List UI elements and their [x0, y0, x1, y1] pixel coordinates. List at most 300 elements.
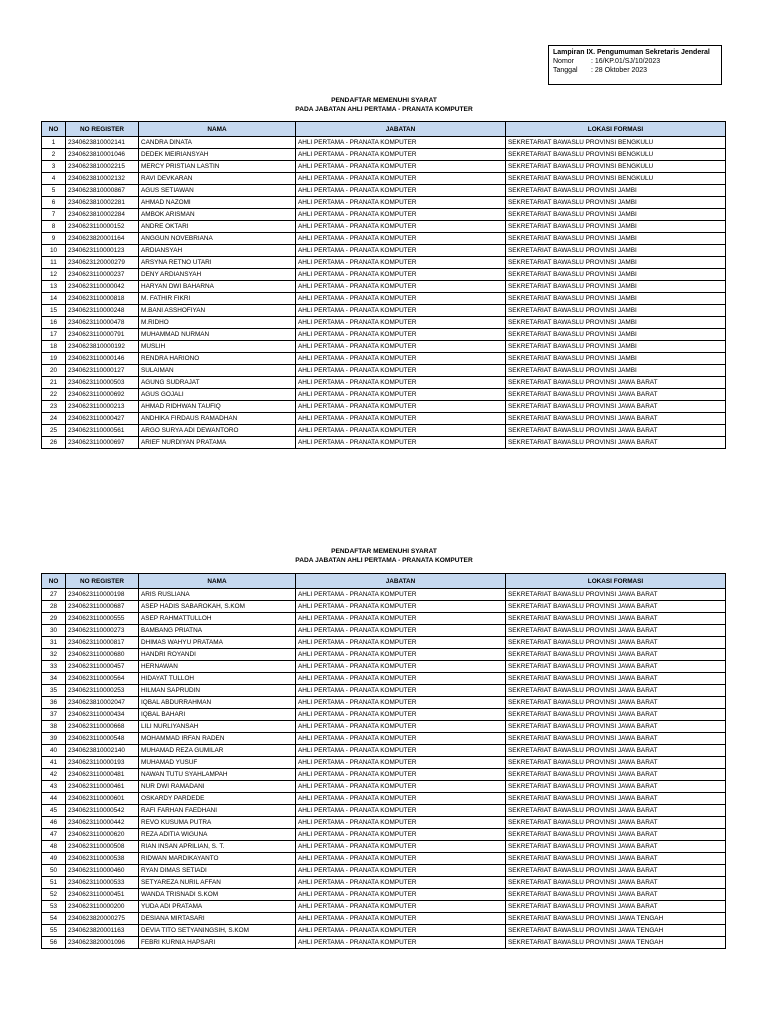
cell-no: 9	[42, 233, 66, 245]
cell-nama: NUR DWI RAMADANI	[139, 781, 296, 793]
cell-jabatan: AHLI PERTAMA - PRANATA KOMPUTER	[296, 781, 506, 793]
col-header-no: NO	[42, 122, 66, 137]
cell-no: 52	[42, 889, 66, 901]
cell-no: 44	[42, 793, 66, 805]
cell-lokasi-formasi: SEKRETARIAT BAWASLU PROVINSI JAWA BARAT	[506, 709, 726, 721]
cell-lokasi-formasi: SEKRETARIAT BAWASLU PROVINSI JAWA BARAT	[506, 793, 726, 805]
table-row	[42, 901, 726, 913]
cell-no-register: 2340623110000692	[66, 389, 139, 401]
cell-jabatan: AHLI PERTAMA - PRANATA KOMPUTER	[296, 685, 506, 697]
cell-no: 19	[42, 353, 66, 365]
cell-no-register: 2340623110000791	[66, 329, 139, 341]
cell-no: 31	[42, 637, 66, 649]
cell-jabatan: AHLI PERTAMA - PRANATA KOMPUTER	[296, 757, 506, 769]
nomor-label: Nomor	[553, 58, 575, 65]
table-row	[42, 281, 726, 293]
table-row	[42, 401, 726, 413]
cell-no: 10	[42, 245, 66, 257]
cell-no-register: 2340623110000248	[66, 305, 139, 317]
cell-jabatan: AHLI PERTAMA - PRANATA KOMPUTER	[296, 829, 506, 841]
cell-nama: ANDRE OKTARI	[139, 221, 296, 233]
table-row	[42, 829, 726, 841]
table-row	[42, 377, 726, 389]
cell-nama: MERCY PRISTIAN LASTIN	[139, 161, 296, 173]
cell-jabatan: AHLI PERTAMA - PRANATA KOMPUTER	[296, 437, 506, 449]
cell-jabatan: AHLI PERTAMA - PRANATA KOMPUTER	[296, 293, 506, 305]
cell-jabatan: AHLI PERTAMA - PRANATA KOMPUTER	[296, 317, 506, 329]
cell-lokasi-formasi: SEKRETARIAT BAWASLU PROVINSI JAWA TENGAH	[506, 937, 726, 949]
cell-no-register: 2340623110000200	[66, 901, 139, 913]
nomor-row	[553, 57, 717, 66]
table-row	[42, 769, 726, 781]
cell-lokasi-formasi: SEKRETARIAT BAWASLU PROVINSI JAMBI	[506, 341, 726, 353]
cell-nama: HARYAN DWI BAHARNA	[139, 281, 296, 293]
cell-nama: BAMBANG PRIATNA	[139, 625, 296, 637]
cell-jabatan: AHLI PERTAMA - PRANATA KOMPUTER	[296, 853, 506, 865]
cell-jabatan: AHLI PERTAMA - PRANATA KOMPUTER	[296, 377, 506, 389]
cell-lokasi-formasi: SEKRETARIAT BAWASLU PROVINSI JAWA BARAT	[506, 697, 726, 709]
cell-lokasi-formasi: SEKRETARIAT BAWASLU PROVINSI JAWA BARAT	[506, 817, 726, 829]
cell-nama: AGUS GOJALI	[139, 389, 296, 401]
cell-no-register: 2340623110000193	[66, 757, 139, 769]
cell-no-register: 2340623110000146	[66, 353, 139, 365]
table-row	[42, 233, 726, 245]
cell-lokasi-formasi: SEKRETARIAT BAWASLU PROVINSI JAWA TENGAH	[506, 913, 726, 925]
cell-lokasi-formasi: SEKRETARIAT BAWASLU PROVINSI JAWA BARAT	[506, 673, 726, 685]
cell-lokasi-formasi: SEKRETARIAT BAWASLU PROVINSI JAWA BARAT	[506, 865, 726, 877]
table-row	[42, 209, 726, 221]
cell-no: 1	[42, 137, 66, 149]
cell-no: 20	[42, 365, 66, 377]
cell-jabatan: AHLI PERTAMA - PRANATA KOMPUTER	[296, 877, 506, 889]
cell-nama: HIDAYAT TULLOH	[139, 673, 296, 685]
cell-lokasi-formasi: SEKRETARIAT BAWASLU PROVINSI JAWA BARAT	[506, 781, 726, 793]
cell-lokasi-formasi: SEKRETARIAT BAWASLU PROVINSI JAMBI	[506, 245, 726, 257]
table-row	[42, 353, 726, 365]
cell-nama: RENDRA HARIONO	[139, 353, 296, 365]
cell-no-register: 2340623810001046	[66, 149, 139, 161]
cell-lokasi-formasi: SEKRETARIAT BAWASLU PROVINSI JAWA BARAT	[506, 601, 726, 613]
table-row	[42, 389, 726, 401]
cell-lokasi-formasi: SEKRETARIAT BAWASLU PROVINSI JAWA BARAT	[506, 437, 726, 449]
table-row	[42, 925, 726, 937]
lampiran-title: Lampiran IX. Pengumuman Sekretaris Jenderal	[553, 49, 710, 56]
table-row	[42, 589, 726, 601]
cell-jabatan: AHLI PERTAMA - PRANATA KOMPUTER	[296, 197, 506, 209]
cell-no: 39	[42, 733, 66, 745]
cell-no: 4	[42, 173, 66, 185]
cell-nama: M.BANI ASSHOFIYAN	[139, 305, 296, 317]
cell-no: 56	[42, 937, 66, 949]
nomor-value: : 16/KP.01/SJ/10/2023	[591, 58, 661, 65]
col-header-nama: NAMA	[139, 122, 296, 137]
cell-no: 7	[42, 209, 66, 221]
cell-lokasi-formasi: SEKRETARIAT BAWASLU PROVINSI JAWA BARAT	[506, 613, 726, 625]
table-row	[42, 257, 726, 269]
tanggal-value: : 28 Oktober 2023	[591, 67, 648, 74]
cell-jabatan: AHLI PERTAMA - PRANATA KOMPUTER	[296, 817, 506, 829]
cell-no-register: 2340623110000542	[66, 805, 139, 817]
cell-no: 49	[42, 853, 66, 865]
cell-no-register: 2340623110000697	[66, 437, 139, 449]
cell-nama: RAFI FARHAN FAEDHANI	[139, 805, 296, 817]
cell-jabatan: AHLI PERTAMA - PRANATA KOMPUTER	[296, 425, 506, 437]
table-row	[42, 913, 726, 925]
cell-no: 8	[42, 221, 66, 233]
cell-jabatan: AHLI PERTAMA - PRANATA KOMPUTER	[296, 613, 506, 625]
cell-no-register: 2340623110000457	[66, 661, 139, 673]
cell-no: 18	[42, 341, 66, 353]
cell-jabatan: AHLI PERTAMA - PRANATA KOMPUTER	[296, 937, 506, 949]
cell-no-register: 2340623110000434	[66, 709, 139, 721]
cell-jabatan: AHLI PERTAMA - PRANATA KOMPUTER	[296, 161, 506, 173]
table-row	[42, 173, 726, 185]
cell-nama: ARIEF NURDIYAN PRATAMA	[139, 437, 296, 449]
cell-jabatan: AHLI PERTAMA - PRANATA KOMPUTER	[296, 769, 506, 781]
cell-jabatan: AHLI PERTAMA - PRANATA KOMPUTER	[296, 149, 506, 161]
cell-nama: REVO KUSUMA PUTRA	[139, 817, 296, 829]
cell-jabatan: AHLI PERTAMA - PRANATA KOMPUTER	[296, 413, 506, 425]
page-title-line-2: PADA JABATAN AHLI PERTAMA - PRANATA KOMPUTER	[295, 557, 473, 564]
cell-nama: RIAN INSAN APRILIAN, S. T.	[139, 841, 296, 853]
registrant-table-1	[41, 121, 726, 449]
cell-no-register: 2340623110000817	[66, 637, 139, 649]
col-header-jabatan: JABATAN	[296, 574, 506, 589]
cell-jabatan: AHLI PERTAMA - PRANATA KOMPUTER	[296, 841, 506, 853]
cell-no-register: 2340623110000213	[66, 401, 139, 413]
cell-lokasi-formasi: SEKRETARIAT BAWASLU PROVINSI JAWA BARAT	[506, 805, 726, 817]
table-row	[42, 149, 726, 161]
cell-lokasi-formasi: SEKRETARIAT BAWASLU PROVINSI BENGKULU	[506, 137, 726, 149]
cell-lokasi-formasi: SEKRETARIAT BAWASLU PROVINSI JAWA BARAT	[506, 745, 726, 757]
cell-nama: MOHAMMAD IRFAN RADEN	[139, 733, 296, 745]
cell-no-register: 2340623820001164	[66, 233, 139, 245]
cell-jabatan: AHLI PERTAMA - PRANATA KOMPUTER	[296, 901, 506, 913]
tanggal-label: Tanggal	[553, 67, 578, 74]
cell-nama: DEVIA TITO SETYANINGSIH, S.KOM	[139, 925, 296, 937]
cell-no-register: 2340623110000564	[66, 673, 139, 685]
cell-no: 22	[42, 389, 66, 401]
cell-nama: YUDA ADI PRATAMA	[139, 901, 296, 913]
cell-lokasi-formasi: SEKRETARIAT BAWASLU PROVINSI JAMBI	[506, 209, 726, 221]
cell-no: 48	[42, 841, 66, 853]
table-row	[42, 889, 726, 901]
cell-nama: ARIS RUSLIANA	[139, 589, 296, 601]
cell-no-register: 2340623110000680	[66, 649, 139, 661]
cell-jabatan: AHLI PERTAMA - PRANATA KOMPUTER	[296, 353, 506, 365]
tanggal-row	[553, 66, 717, 75]
cell-no: 36	[42, 697, 66, 709]
cell-lokasi-formasi: SEKRETARIAT BAWASLU PROVINSI JAWA BARAT	[506, 769, 726, 781]
cell-no: 45	[42, 805, 66, 817]
cell-no-register: 2340623120000279	[66, 257, 139, 269]
cell-no-register: 2340623820000275	[66, 913, 139, 925]
cell-no-register: 2340623810000867	[66, 185, 139, 197]
table-row	[42, 697, 726, 709]
table-row	[42, 613, 726, 625]
cell-lokasi-formasi: SEKRETARIAT BAWASLU PROVINSI JAMBI	[506, 365, 726, 377]
lampiran-box	[548, 45, 722, 85]
cell-nama: SETYAREZA NURIL AFFAN	[139, 877, 296, 889]
cell-nama: DENY ARDIANSYAH	[139, 269, 296, 281]
cell-jabatan: AHLI PERTAMA - PRANATA KOMPUTER	[296, 625, 506, 637]
table-row	[42, 185, 726, 197]
cell-lokasi-formasi: SEKRETARIAT BAWASLU PROVINSI JAWA BARAT	[506, 901, 726, 913]
cell-nama: M. FATHIR FIKRI	[139, 293, 296, 305]
cell-no-register: 2340623110000461	[66, 781, 139, 793]
cell-jabatan: AHLI PERTAMA - PRANATA KOMPUTER	[296, 233, 506, 245]
cell-jabatan: AHLI PERTAMA - PRANATA KOMPUTER	[296, 341, 506, 353]
cell-nama: AHMAD RIDHWAN TAUFIQ	[139, 401, 296, 413]
cell-no: 41	[42, 757, 66, 769]
cell-no: 13	[42, 281, 66, 293]
cell-jabatan: AHLI PERTAMA - PRANATA KOMPUTER	[296, 865, 506, 877]
cell-no-register: 2340623110000481	[66, 769, 139, 781]
cell-no: 16	[42, 317, 66, 329]
cell-lokasi-formasi: SEKRETARIAT BAWASLU PROVINSI JAWA BARAT	[506, 413, 726, 425]
page-title-line-1: PENDAFTAR MEMENUHI SYARAT	[331, 97, 437, 104]
cell-jabatan: AHLI PERTAMA - PRANATA KOMPUTER	[296, 661, 506, 673]
cell-jabatan: AHLI PERTAMA - PRANATA KOMPUTER	[296, 257, 506, 269]
cell-lokasi-formasi: SEKRETARIAT BAWASLU PROVINSI JAWA BARAT	[506, 637, 726, 649]
cell-no: 40	[42, 745, 66, 757]
cell-nama: AMBOK ARISMAN	[139, 209, 296, 221]
table-row	[42, 637, 726, 649]
cell-lokasi-formasi: SEKRETARIAT BAWASLU PROVINSI JAWA BARAT	[506, 685, 726, 697]
cell-no: 2	[42, 149, 66, 161]
cell-no-register: 2340623110000198	[66, 589, 139, 601]
cell-lokasi-formasi: SEKRETARIAT BAWASLU PROVINSI JAWA BARAT	[506, 721, 726, 733]
cell-no-register: 2340623110000442	[66, 817, 139, 829]
col-header-no: NO	[42, 574, 66, 589]
cell-no-register: 2340623110000668	[66, 721, 139, 733]
cell-no-register: 2340623110000503	[66, 377, 139, 389]
cell-nama: DEDEK MEIRIANSYAH	[139, 149, 296, 161]
table-row	[42, 649, 726, 661]
cell-no-register: 2340623110000538	[66, 853, 139, 865]
cell-no: 24	[42, 413, 66, 425]
cell-lokasi-formasi: SEKRETARIAT BAWASLU PROVINSI JAMBI	[506, 305, 726, 317]
table-row	[42, 817, 726, 829]
table-row	[42, 733, 726, 745]
cell-lokasi-formasi: SEKRETARIAT BAWASLU PROVINSI JAMBI	[506, 257, 726, 269]
table-row	[42, 721, 726, 733]
cell-jabatan: AHLI PERTAMA - PRANATA KOMPUTER	[296, 185, 506, 197]
cell-jabatan: AHLI PERTAMA - PRANATA KOMPUTER	[296, 173, 506, 185]
cell-nama: AGUS SETIAWAN	[139, 185, 296, 197]
cell-no: 15	[42, 305, 66, 317]
cell-jabatan: AHLI PERTAMA - PRANATA KOMPUTER	[296, 209, 506, 221]
cell-no-register: 2340623110000561	[66, 425, 139, 437]
cell-jabatan: AHLI PERTAMA - PRANATA KOMPUTER	[296, 245, 506, 257]
cell-no: 29	[42, 613, 66, 625]
table-row	[42, 661, 726, 673]
table-header-row	[42, 574, 726, 589]
cell-jabatan: AHLI PERTAMA - PRANATA KOMPUTER	[296, 221, 506, 233]
table-row	[42, 937, 726, 949]
table-row	[42, 709, 726, 721]
table-row	[42, 625, 726, 637]
cell-nama: RAVI DEVKARAN	[139, 173, 296, 185]
table-row	[42, 425, 726, 437]
cell-lokasi-formasi: SEKRETARIAT BAWASLU PROVINSI JAWA BARAT	[506, 389, 726, 401]
cell-nama: SULAIMAN	[139, 365, 296, 377]
page-title-1	[0, 96, 768, 114]
cell-lokasi-formasi: SEKRETARIAT BAWASLU PROVINSI JAMBI	[506, 185, 726, 197]
page-title-line-2: PADA JABATAN AHLI PERTAMA - PRANATA KOMPUTER	[295, 106, 473, 113]
table-row	[42, 197, 726, 209]
cell-no-register: 2340623820001163	[66, 925, 139, 937]
cell-no-register: 2340623810002281	[66, 197, 139, 209]
cell-jabatan: AHLI PERTAMA - PRANATA KOMPUTER	[296, 805, 506, 817]
cell-nama: NAWAN TUTU SYAHLAMPAH	[139, 769, 296, 781]
cell-no-register: 2340623110000152	[66, 221, 139, 233]
cell-nama: AGUNG SUDRAJAT	[139, 377, 296, 389]
cell-jabatan: AHLI PERTAMA - PRANATA KOMPUTER	[296, 889, 506, 901]
cell-nama: ARDIANSYAH	[139, 245, 296, 257]
cell-nama: IQBAL ABDURRAHMAN	[139, 697, 296, 709]
col-header-no-register: NO REGISTER	[66, 574, 139, 589]
cell-no: 23	[42, 401, 66, 413]
cell-jabatan: AHLI PERTAMA - PRANATA KOMPUTER	[296, 589, 506, 601]
table-row	[42, 245, 726, 257]
cell-no: 38	[42, 721, 66, 733]
cell-lokasi-formasi: SEKRETARIAT BAWASLU PROVINSI JAWA BARAT	[506, 841, 726, 853]
table-row	[42, 601, 726, 613]
cell-nama: OSKARDY PARDEDE	[139, 793, 296, 805]
cell-no: 37	[42, 709, 66, 721]
cell-jabatan: AHLI PERTAMA - PRANATA KOMPUTER	[296, 649, 506, 661]
cell-no: 54	[42, 913, 66, 925]
cell-lokasi-formasi: SEKRETARIAT BAWASLU PROVINSI JAWA BARAT	[506, 889, 726, 901]
cell-no-register: 2340623810002047	[66, 697, 139, 709]
cell-lokasi-formasi: SEKRETARIAT BAWASLU PROVINSI BENGKULU	[506, 161, 726, 173]
cell-no: 28	[42, 601, 66, 613]
cell-no-register: 2340623110000687	[66, 601, 139, 613]
table-row	[42, 293, 726, 305]
cell-jabatan: AHLI PERTAMA - PRANATA KOMPUTER	[296, 365, 506, 377]
cell-no-register: 2340623110000460	[66, 865, 139, 877]
cell-no-register: 2340623810002215	[66, 161, 139, 173]
cell-nama: RIDWAN MARDIKAYANTO	[139, 853, 296, 865]
cell-no: 46	[42, 817, 66, 829]
cell-no: 51	[42, 877, 66, 889]
cell-jabatan: AHLI PERTAMA - PRANATA KOMPUTER	[296, 601, 506, 613]
cell-lokasi-formasi: SEKRETARIAT BAWASLU PROVINSI BENGKULU	[506, 173, 726, 185]
table-row	[42, 853, 726, 865]
cell-no-register: 2340623810002132	[66, 173, 139, 185]
table-row	[42, 329, 726, 341]
cell-lokasi-formasi: SEKRETARIAT BAWASLU PROVINSI JAWA BARAT	[506, 757, 726, 769]
cell-nama: ANGGUN NOVEBRIANA	[139, 233, 296, 245]
cell-no: 50	[42, 865, 66, 877]
cell-no-register: 2340623110000548	[66, 733, 139, 745]
cell-lokasi-formasi: SEKRETARIAT BAWASLU PROVINSI BENGKULU	[506, 149, 726, 161]
cell-lokasi-formasi: SEKRETARIAT BAWASLU PROVINSI JAWA BARAT	[506, 661, 726, 673]
cell-lokasi-formasi: SEKRETARIAT BAWASLU PROVINSI JAWA BARAT	[506, 877, 726, 889]
cell-lokasi-formasi: SEKRETARIAT BAWASLU PROVINSI JAMBI	[506, 233, 726, 245]
table-row	[42, 269, 726, 281]
page-title-2	[0, 547, 768, 565]
cell-jabatan: AHLI PERTAMA - PRANATA KOMPUTER	[296, 329, 506, 341]
table-row	[42, 805, 726, 817]
cell-lokasi-formasi: SEKRETARIAT BAWASLU PROVINSI JAWA BARAT	[506, 589, 726, 601]
cell-nama: HILMAN SAPRUDIN	[139, 685, 296, 697]
cell-no-register: 2340623110000601	[66, 793, 139, 805]
cell-jabatan: AHLI PERTAMA - PRANATA KOMPUTER	[296, 697, 506, 709]
col-header-jabatan: JABATAN	[296, 122, 506, 137]
table-row	[42, 413, 726, 425]
page-title-line-1: PENDAFTAR MEMENUHI SYARAT	[331, 548, 437, 555]
table-row	[42, 793, 726, 805]
cell-lokasi-formasi: SEKRETARIAT BAWASLU PROVINSI JAMBI	[506, 353, 726, 365]
table-row	[42, 865, 726, 877]
cell-no-register: 2340623110000253	[66, 685, 139, 697]
cell-no-register: 2340623110000478	[66, 317, 139, 329]
cell-nama: M.RIDHO	[139, 317, 296, 329]
cell-lokasi-formasi: SEKRETARIAT BAWASLU PROVINSI JAWA BARAT	[506, 425, 726, 437]
cell-no: 14	[42, 293, 66, 305]
cell-no: 3	[42, 161, 66, 173]
cell-lokasi-formasi: SEKRETARIAT BAWASLU PROVINSI JAWA BARAT	[506, 625, 726, 637]
cell-no-register: 2340623110000273	[66, 625, 139, 637]
table-row	[42, 841, 726, 853]
cell-jabatan: AHLI PERTAMA - PRANATA KOMPUTER	[296, 281, 506, 293]
cell-jabatan: AHLI PERTAMA - PRANATA KOMPUTER	[296, 745, 506, 757]
cell-nama: CANDRA DINATA	[139, 137, 296, 149]
cell-jabatan: AHLI PERTAMA - PRANATA KOMPUTER	[296, 269, 506, 281]
cell-nama: FEBRI KURNIA HAPSARI	[139, 937, 296, 949]
cell-jabatan: AHLI PERTAMA - PRANATA KOMPUTER	[296, 721, 506, 733]
table-row	[42, 685, 726, 697]
cell-jabatan: AHLI PERTAMA - PRANATA KOMPUTER	[296, 137, 506, 149]
cell-jabatan: AHLI PERTAMA - PRANATA KOMPUTER	[296, 389, 506, 401]
cell-no: 26	[42, 437, 66, 449]
cell-no: 11	[42, 257, 66, 269]
cell-no-register: 2340623110000555	[66, 613, 139, 625]
cell-no-register: 2340623110000427	[66, 413, 139, 425]
cell-no: 27	[42, 589, 66, 601]
cell-nama: LILI NURLIYANSAH	[139, 721, 296, 733]
table-row	[42, 757, 726, 769]
cell-no-register: 2340623110000508	[66, 841, 139, 853]
table-row	[42, 877, 726, 889]
col-header-lokasi-formasi: LOKASI FORMASI	[506, 122, 726, 137]
cell-no: 12	[42, 269, 66, 281]
cell-lokasi-formasi: SEKRETARIAT BAWASLU PROVINSI JAMBI	[506, 317, 726, 329]
cell-lokasi-formasi: SEKRETARIAT BAWASLU PROVINSI JAWA BARAT	[506, 401, 726, 413]
cell-lokasi-formasi: SEKRETARIAT BAWASLU PROVINSI JAWA BARAT	[506, 853, 726, 865]
cell-no: 17	[42, 329, 66, 341]
table-row	[42, 781, 726, 793]
cell-nama: HERNAWAN	[139, 661, 296, 673]
cell-jabatan: AHLI PERTAMA - PRANATA KOMPUTER	[296, 913, 506, 925]
cell-lokasi-formasi: SEKRETARIAT BAWASLU PROVINSI JAMBI	[506, 281, 726, 293]
table-row	[42, 437, 726, 449]
cell-nama: AHMAD NAZOMI	[139, 197, 296, 209]
cell-lokasi-formasi: SEKRETARIAT BAWASLU PROVINSI JAWA BARAT	[506, 377, 726, 389]
cell-no-register: 2340623110000127	[66, 365, 139, 377]
cell-no: 21	[42, 377, 66, 389]
cell-lokasi-formasi: SEKRETARIAT BAWASLU PROVINSI JAWA TENGAH	[506, 925, 726, 937]
table-row	[42, 161, 726, 173]
cell-nama: DESIANA MIRTASARI	[139, 913, 296, 925]
cell-no: 55	[42, 925, 66, 937]
cell-jabatan: AHLI PERTAMA - PRANATA KOMPUTER	[296, 305, 506, 317]
table-row	[42, 305, 726, 317]
cell-nama: DHIMAS WAHYU PRATAMA	[139, 637, 296, 649]
cell-jabatan: AHLI PERTAMA - PRANATA KOMPUTER	[296, 673, 506, 685]
